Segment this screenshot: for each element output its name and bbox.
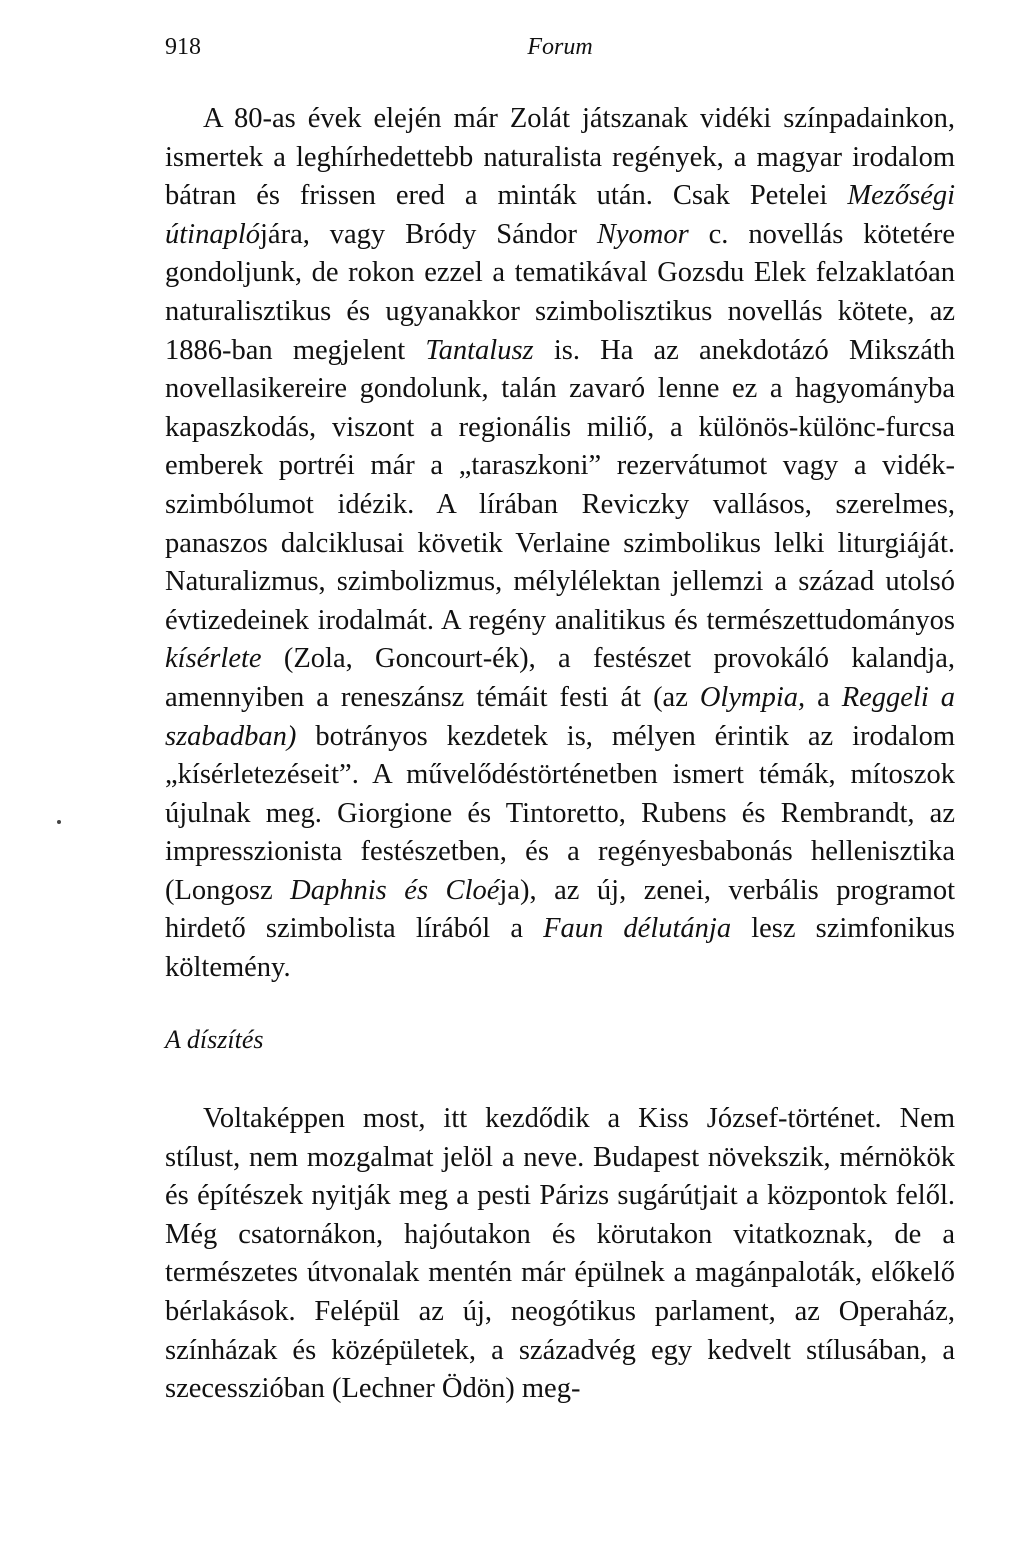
body-paragraph-2: Voltaképpen most, itt kezdődik a Kiss József-történet. Nem stílust, nem mozgalmat jelöl a neve. Budapest növekszik, mérnökök és építészek nyitják meg a pesti Párizs sugárútjait a központok felől. Még csatornákon, hajóutakon és körutakon vitatkoznak, de a természetes útvonalak mentén már épülnek a magánpaloták, előkelő bérlakások. Felépül az új, neogótikus parlament, az Operaház, színházak és középületek, a századvég egy kedvelt stílusában, a szecesszióban (Lechner Ödön) meg- bbox=[165, 1103, 955, 1405]
journal-title: Forum bbox=[527, 34, 593, 60]
italic-title-run: Tantalusz bbox=[425, 334, 534, 366]
italic-title-run: Reggeli a szabadban) bbox=[165, 681, 956, 752]
text-run: A 80-as évek elején már Zolát játszanak vidéki színpadainkon, ismertek a leghírhedettebb naturalista regények, a magyar irodalom bátran és frissen ered a minták után. Csak Petelei bbox=[165, 103, 955, 212]
text-run: botrányos kezdetek is, mélyen érintik az irodalom „kísérletezéseit”. A művelődéstörténetben ismert témák, mítoszok újulnak meg. Giorgione és Tintoretto, Rubens és Rembrandt, az impresszionista festészetben, és a regényesbabonás hellenisztika (Longosz bbox=[165, 720, 955, 906]
text-run: lesz szimfonikus költemény. bbox=[165, 913, 955, 984]
page-number: 918 bbox=[165, 34, 201, 60]
text-run: (Zola, Goncourt-ék), a festészet provokáló kalandja, amennyiben a reneszánsz témáit festi át (az bbox=[165, 643, 955, 713]
running-head bbox=[165, 34, 955, 66]
italic-title-run: Olympia, bbox=[699, 681, 806, 713]
body-paragraph-1 bbox=[165, 100, 955, 988]
text-run: c. novellás kötetére gondoljunk, de rokon ezzel a tematikával Gozsdu Elek felzaklatóan naturalisztikus és ugyanakkor szimbolisztikus novellás kötete, az 1886-ban megjelent bbox=[165, 218, 955, 366]
text-run: is. Ha az anekdotázó Mikszáth novellasikereire gondolunk, talán zavaró lenne ez a hagyományba kapaszkodás, viszont a regionális miliő, a különös-különc-furcsa emberek portréi már a „taraszkoni” rezervátumot vagy a vidék-szimbólumot idézik. A lírában Reviczky vallásos, szerelmes, panaszos dalciklusai követik Verlaine szimbolikus lelki liturgiáját. Naturalizmus, szimbolizmus, mélylélektan jellemzi a század utolsó évtizedeinek irodalmát. A regény analitikus és természettudományos bbox=[165, 334, 956, 636]
italic-title-run: Faun délutánja bbox=[543, 913, 732, 945]
italic-term-run: kísérlete bbox=[165, 643, 262, 675]
section-heading: A díszítés bbox=[165, 1025, 264, 1054]
text-run: a bbox=[805, 681, 842, 713]
text-run: jára, vagy Bródy Sándor bbox=[260, 218, 597, 250]
scan-speck bbox=[57, 820, 61, 824]
italic-title-run: Daphnis és Cloé bbox=[290, 874, 500, 906]
text-run: ja), az új, zenei, verbális programot hirdető szimbolista lírából a bbox=[165, 874, 955, 945]
italic-title-run: Mezőségi útinapló bbox=[165, 180, 955, 250]
italic-title-run: Nyomor bbox=[596, 218, 689, 250]
